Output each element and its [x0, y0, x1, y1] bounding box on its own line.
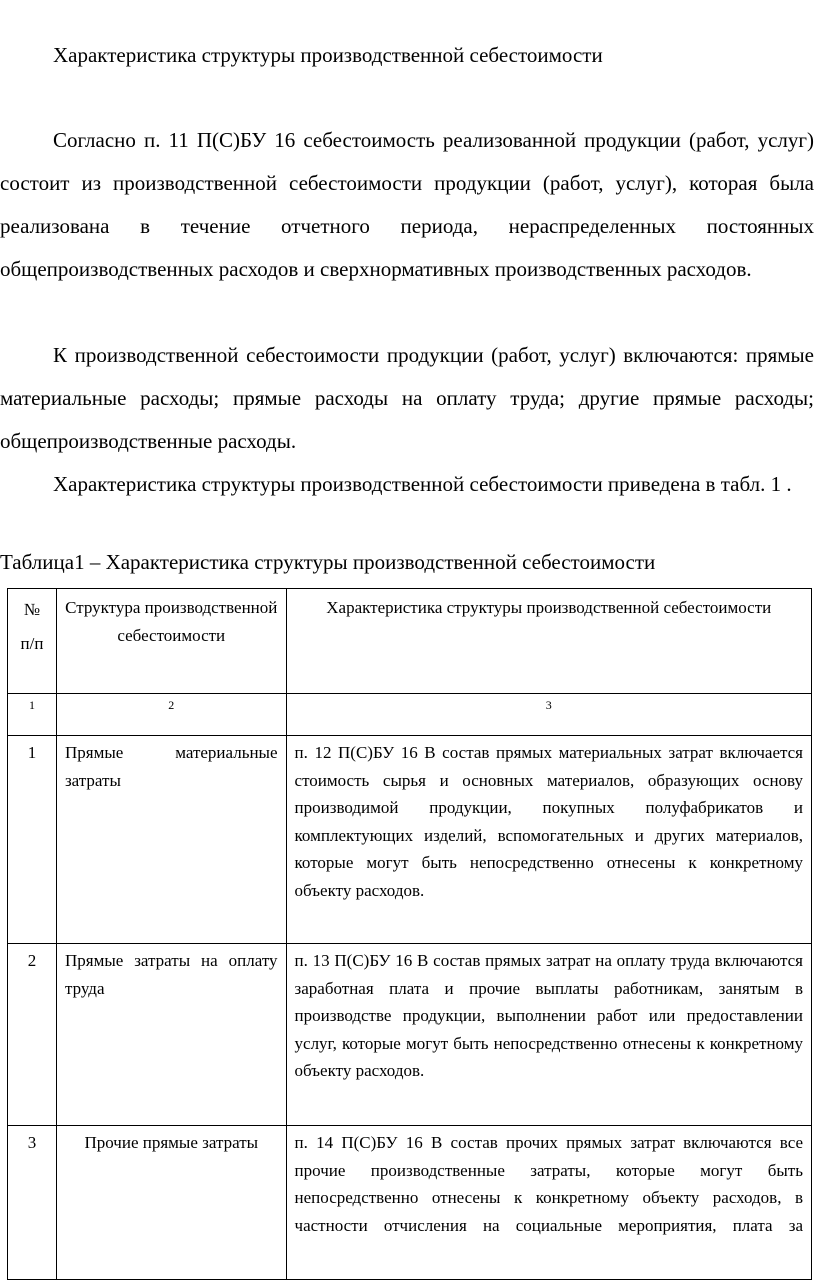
row-characteristic: п. 12 П(С)БУ 16 В состав прямых материальных затрат включается стоимость сырья и основных материалов, образующих основу производимой продукции, покупных полуфабрикатов и комплектующих изделий, вспомогательных и других материалов, которые могут быть непосредственно отнесены к конкретному объекту расходов.	[286, 736, 811, 944]
table-caption: Таблица1 – Характеристика структуры производственной себестоимости	[0, 550, 656, 574]
document-heading: Характеристика структуры производственной себестоимости	[53, 43, 603, 67]
row-characteristic: п. 14 П(С)БУ 16 В состав прочих прямых затрат включаются все прочие производственные затраты, которые могут быть непосредственно отнесены к конкретному объекту расходов, в частности отчисления на социальные мероприятия, плата за	[286, 1126, 811, 1280]
cost-structure-table	[7, 588, 812, 1280]
table-row	[8, 1126, 812, 1280]
row-number: 3	[8, 1126, 57, 1280]
row-structure: Прямые затраты на оплату труда	[56, 944, 286, 1126]
table-row	[8, 736, 812, 944]
paragraph-production-cost-components: К производственной себестоимости продукции (работ, услуг) включаются: прямые материальные расходы; прямые расходы на оплату труда; другие прямые расходы; общепроизводственные расходы.	[0, 343, 814, 453]
header-number-symbol: №	[23, 600, 41, 619]
row-characteristic: п. 13 П(С)БУ 16 В состав прямых затрат на оплату труда включаются заработная плата и прочие выплаты работникам, занятым в производстве продукции, выполнении работ или предоставлении услуг, которые могут быть непосредственно отнесены к конкретному объекту расходов.	[286, 944, 811, 1126]
row-number: 2	[8, 944, 57, 1126]
column-index: 1	[8, 694, 57, 736]
column-index: 3	[286, 694, 811, 736]
table-row	[8, 944, 812, 1126]
header-number	[8, 589, 57, 694]
column-index: 2	[56, 694, 286, 736]
table-header-row	[8, 589, 812, 694]
table-column-index-row	[8, 694, 812, 736]
paragraph-cost-of-sales: Согласно п. 11 П(С)БУ 16 себестоимость реализованной продукции (работ, услуг) состоит из производственной себестоимости продукции (работ, услуг), которая была реализована в течение отчетного периода, нераспределенных постоянных общепроизводственных расходов и сверхнормативных производственных расходов.	[0, 128, 814, 281]
row-structure: Прочие прямые затраты	[56, 1126, 286, 1280]
paragraph-table-reference: Характеристика структуры производственной себестоимости приведена в табл. 1 .	[53, 472, 792, 496]
header-characteristic: Характеристика структуры производственной себестоимости	[286, 589, 811, 694]
header-structure: Структура производственной себестоимости	[56, 589, 286, 694]
row-structure: Прямые материальные затраты	[56, 736, 286, 944]
row-number: 1	[8, 736, 57, 944]
header-number-abbrev: п/п	[20, 634, 44, 653]
